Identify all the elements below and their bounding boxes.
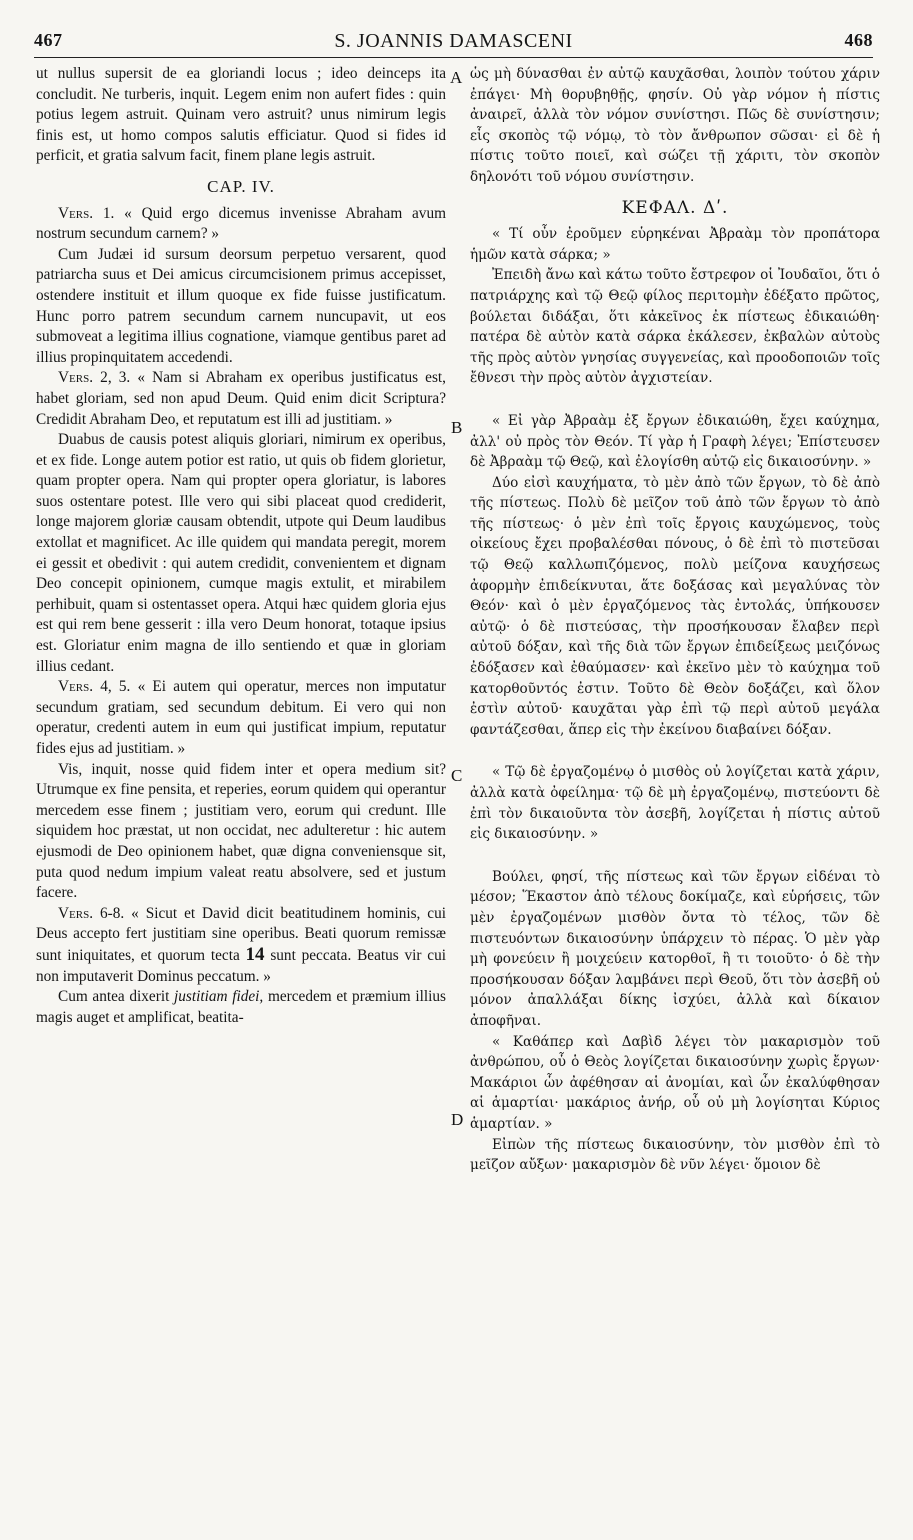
latin-verse xyxy=(36,904,446,987)
greek-paragraph: Δύο εἰσὶ καυχήματα, τὸ μὲν ἀπὸ τῶν ἔργων, τὸ δὲ ἀπὸ τῆς πίστεως. Πολὺ δὲ μεῖζον τοῦ ἀπὸ τῶν ἔργων τὸ ἀπὸ τῆς πίστεως· ὁ μὲν ἐπὶ τοῖς ἔργοις καυχώμενος, τοὺς οἰκείους ἔχει προβαλέσθαι πόνους, ὁ δὲ ἐπὶ τὸ πιστεῦσαι τῷ Θεῷ καλλωπιζόμενος, πολὺ μείζονα καυχήσεως ἀφορμὴν ἐπιδείκνυται, ἅτε δοξάσας καὶ μεγαλύνας τὸν Θεόν· καὶ ὁ μὲν ἐργαζόμενος τὰς ἐντολάς, ὑπήκουσεν αὐτῷ· ὁ δὲ πιστεύσας, τὴν προσήκουσαν ἔλαβεν περὶ αὐτοῦ δόξαν, καὶ τῆς διὰ τῶν ἔργων ἐπιδείξεως μειζόνως ἐδόξασεν καὶ ἐθαύμασεν· καὶ ἐκεῖνο μὲν τὸ καύχημα τοῦ κατορθοῦντός ἐστιν. Τοῦτο δὲ Θεὸν δοξάζει, καὶ ὅλον ἐστὶν αὐτοῦ· καυχᾶται γὰρ ἐπὶ τῷ περὶ αὐτοῦ μεγάλα φαντάζεσθαι, ἅπερ εἰς τὴν ἐκείνου διαβαίνει δόξαν. xyxy=(470,474,880,738)
latin-paragraph: Cum Judæi id sursum deorsum perpetuo versarent, quod patriarcha suus et Dei amicus circumcisionem primus accepisset, ostendere instituit et illum quoque ex fide fuisse justificatum. Hunc porro patrem secundum carnem nuncupavit, ut eos submoveat a legitima illius cognatione, viamque gentibus paret ad illius propinquitatem accedendi. xyxy=(36,245,446,366)
header-rule xyxy=(34,57,873,58)
margin-letter-b: B xyxy=(451,418,463,437)
verse-text: « Quid ergo dicemus invenisse Abraham avum nostrum secundum carnem? » xyxy=(36,204,447,243)
latin-paragraph: ut nullus supersit de ea gloriandi locus ; ideo deinceps ita concludit. Ne turberis, inquit. Legem enim non aufert fides : quin potius legem astruit. Quinam vero astruit? unus nimirum legis finis est, ut homo compos salutis efficiatur. Quod si fides id perficit, et gratia salvum facit, finem plane legis astruit. xyxy=(36,65,446,165)
latin-paragraph xyxy=(36,987,446,1028)
greek-paragraph: Ἐπειδὴ ἄνω καὶ κάτω τοῦτο ἔστρεφον οἱ Ἰουδαῖοι, ὅτι ὁ πατριάρχης καὶ τῷ Θεῷ φίλος περιτομὴν ἐδέξατο πρῶτος, βούλεται διδάξαι, ὅτι κἀκεῖνος ἐκ πίστεως ἐδικαιώθη· πατέρα δὲ αὐτὸν κατὰ σάρκα ἐκάλεσεν, ἐκβαλὼν αὐτοὺς τῆς πρὸς αὐτὸν γνησίας συγγενείας, καὶ προοδοποιῶν τοῖς ἔθνεσι τὴν πρὸς αὐτὸν ἀγχιστείαν. xyxy=(470,267,880,387)
paragraph-text: mercedem et præmium illius magis auget et amplificat, beatita- xyxy=(36,988,446,1026)
greek-verse: « Τῷ δὲ ἐργαζομένῳ ὁ μισθὸς οὐ λογίζεται κατὰ χάριν, ἀλλὰ κατὰ ὀφείλημα· τῷ δὲ μὴ ἐργαζομένῳ, πιστεύοντι δὲ ἐπὶ τὸν δικαιοῦντα τὸν ἀσεβῆ, λογίζεται ἡ πίστις αὐτοῦ εἰς δικαιοσύνην. » xyxy=(470,764,880,843)
page-number-right: 468 xyxy=(844,30,873,50)
latin-column xyxy=(36,64,446,1028)
latin-paragraph: Duabus de causis potest aliquis gloriari, nimirum ex operibus, et ex fide. Longe autem potior est ratio, ut quis ob fidem glorietur, quam propter opera. Nam qui propter opera gloriatur, is labores suos ostentare potest. Ille vero qui sibi placeat quod crediderit, longe majorem gloriæ causam obtendit, utpote qui Deum laudibus extollat et magnificet. Ac ille quidem qui mandata peregit, morem ei gessit et obedivit : qui autem credidit, convenientem et dignam Deo concepit opinionem, cumque magis extulit, et mirabilem perhibuit, quam si ostentasset opera. Atqui hæc quidem gloria ejus est qui rem bene gesserit : illa vero Deum honorat, totaque ipsius est. Gloriatur enim magna de illo sentiendo et quæ in gloriam illius cedant. xyxy=(36,431,446,675)
latin-verse xyxy=(36,204,446,245)
margin-letter-d: D xyxy=(451,1110,464,1129)
latin-verse xyxy=(36,677,446,759)
greek-column xyxy=(470,64,880,1176)
verse-text: « Nam si Abraham ex operibus justificatus est, habet gloriam, sed non apud Deum. Quid enim dicit Scriptura? Credidit Abraham Deo, et reputatum est illi ad justitiam. » xyxy=(36,369,446,428)
verse-label: Vers. 4, 5. xyxy=(58,678,131,696)
running-title: S. JOANNIS DAMASCENI xyxy=(334,30,573,52)
margin-letter-a: A xyxy=(450,68,463,87)
verse-text: sunt peccata. Beatus vir cui non imputaverit Dominus peccatum. » xyxy=(36,946,446,985)
greek-paragraph: Εἰπὼν τῆς πίστεως δικαιοσύνην, τὸν μισθὸν ἐπὶ τὸ μεῖζον αὔξων· μακαρισμὸν δὲ νῦν λέγει· ὅμοιον δὲ xyxy=(470,1136,880,1174)
greek-paragraph: Βούλει, φησί, τῆς πίστεως καὶ τῶν ἔργων εἰδέναι τὸ μέσον; Ἕκαστον ἀπὸ τέλους δοκίμαζε, καὶ εὑρήσεις, τῶν μὲν ἐργαζομένων μισθὸν ὄντα τὸ τέλος, τῶν δὲ πιστευόντων δικαιοσύνην ὑπάρχειν τὸ πέρας. Ὁ μὲν γὰρ μὴ φονεύειν ἢ μοιχεύειν κατορθοῖ, ἢ τι τοιοῦτο· ὁ δὲ τὴν προσήκουσαν δόξαν λαμβάνει περὶ Θεοῦ, ὅτι τὸν ἀσεβῆ οὐ μόνον ἀπαλλάξαι δίκης ἰσχύει, ἀλλὰ καὶ δίκαιον ἀποφῆναι. xyxy=(470,868,880,1029)
greek-verse: « Καθάπερ καὶ Δαβὶδ λέγει τὸν μακαρισμὸν τοῦ ἀνθρώπου, οὗ ὁ Θεὸς λογίζεται δικαιοσύνην χωρὶς ἔργων· Μακάριοι ὧν ἀφέθησαν αἱ ἀνομίαι, καὶ ὧν ἐκαλύφθησαν αἱ ἁμαρτίαι· μακάριος ἀνήρ, οὗ οὐ μὴ λογίσηται Κύριος ἁμαρτίαν. » xyxy=(470,1033,880,1132)
page-header xyxy=(34,30,873,56)
chapter-heading-greek: ΚΕΦΑΛ. Δʹ. xyxy=(621,197,729,218)
italic-phrase: justitiam fidei, xyxy=(174,988,264,1006)
folio-number: 14 xyxy=(245,943,265,965)
page-number-left: 467 xyxy=(34,30,63,50)
latin-paragraph: Vis, inquit, nosse quid fidem inter et opera medium sit? Utrumque ex fine pensita, et reperies, eorum quidem qui operantur mercedem esse finem ; justitiam vero, eorum qui credunt. Ille siquidem hoc præstat, ut non occidat, nec adulteretur : hic autem ejusmodi de Deo opinionem habet, quæ digna conveniensque sit, puta quod nedum impium valeat reatu absolvere, sed et justum facere. xyxy=(36,760,446,902)
verse-text: « Ei autem qui operatur, merces non imputatur secundum gratiam, sed secundum debitum. Ei vero qui non operatur, credenti autem in eum qui justificat impium, reputatur fides ejus ad justitiam. » xyxy=(36,678,446,757)
verse-label: Vers. 2, 3. xyxy=(58,369,131,387)
verse-label: Vers. 6-8. xyxy=(58,904,125,922)
margin-letter-c: C xyxy=(451,766,463,785)
verse-text: « Sicut et David dicit beatitudinem hominis, cui Deus accepto fert justitiam sine operibus. Beati quorum remissæ sunt iniquitates, et quorum tecta xyxy=(36,904,446,964)
chapter-heading-latin: CAP. IV. xyxy=(207,176,275,196)
latin-verse xyxy=(36,368,446,430)
verse-label: Vers. 1. xyxy=(58,204,115,222)
greek-verse: « Εἰ γὰρ Ἀβραὰμ ἐξ ἔργων ἐδικαιώθη, ἔχει καύχημα, ἀλλ' οὐ πρὸς τὸν Θεόν. Τί γὰρ ἡ Γραφὴ λέγει; Ἐπίστευσεν δὲ Ἀβραὰμ τῷ Θεῷ, καὶ ἐλογίσθη αὐτῷ εἰς δικαιοσύνην. » xyxy=(470,412,880,471)
greek-paragraph: ὡς μὴ δύνασθαι ἐν αὐτῷ καυχᾶσθαι, λοιπὸν τούτου χάριν ἐπάγει· Μὴ θορυβηθῇς, φησίν. Οὐ γὰρ νόμον ἡ πίστις ἀναιρεῖ, ἀλλὰ τὸν νόμον συνίστησι. Πῶς δὲ συνίστησιν; εἷς σκοπὸς τῷ νόμῳ, τὸ τὸν ἄνθρωπον σῶσαι· εἰ δὲ ἡ πίστις τοῦτο ποιεῖ, καὶ σώζει τῇ χάριτι, τὸν σκοπὸν δηλονότι τοῦ νόμου συνίστησιν. xyxy=(470,66,880,185)
paragraph-text: Cum antea dixerit xyxy=(58,988,170,1006)
greek-verse: « Τί οὖν ἐροῦμεν εὑρηκέναι Ἀβραὰμ τὸν προπάτορα ἡμῶν κατὰ σάρκα; » xyxy=(470,226,880,263)
